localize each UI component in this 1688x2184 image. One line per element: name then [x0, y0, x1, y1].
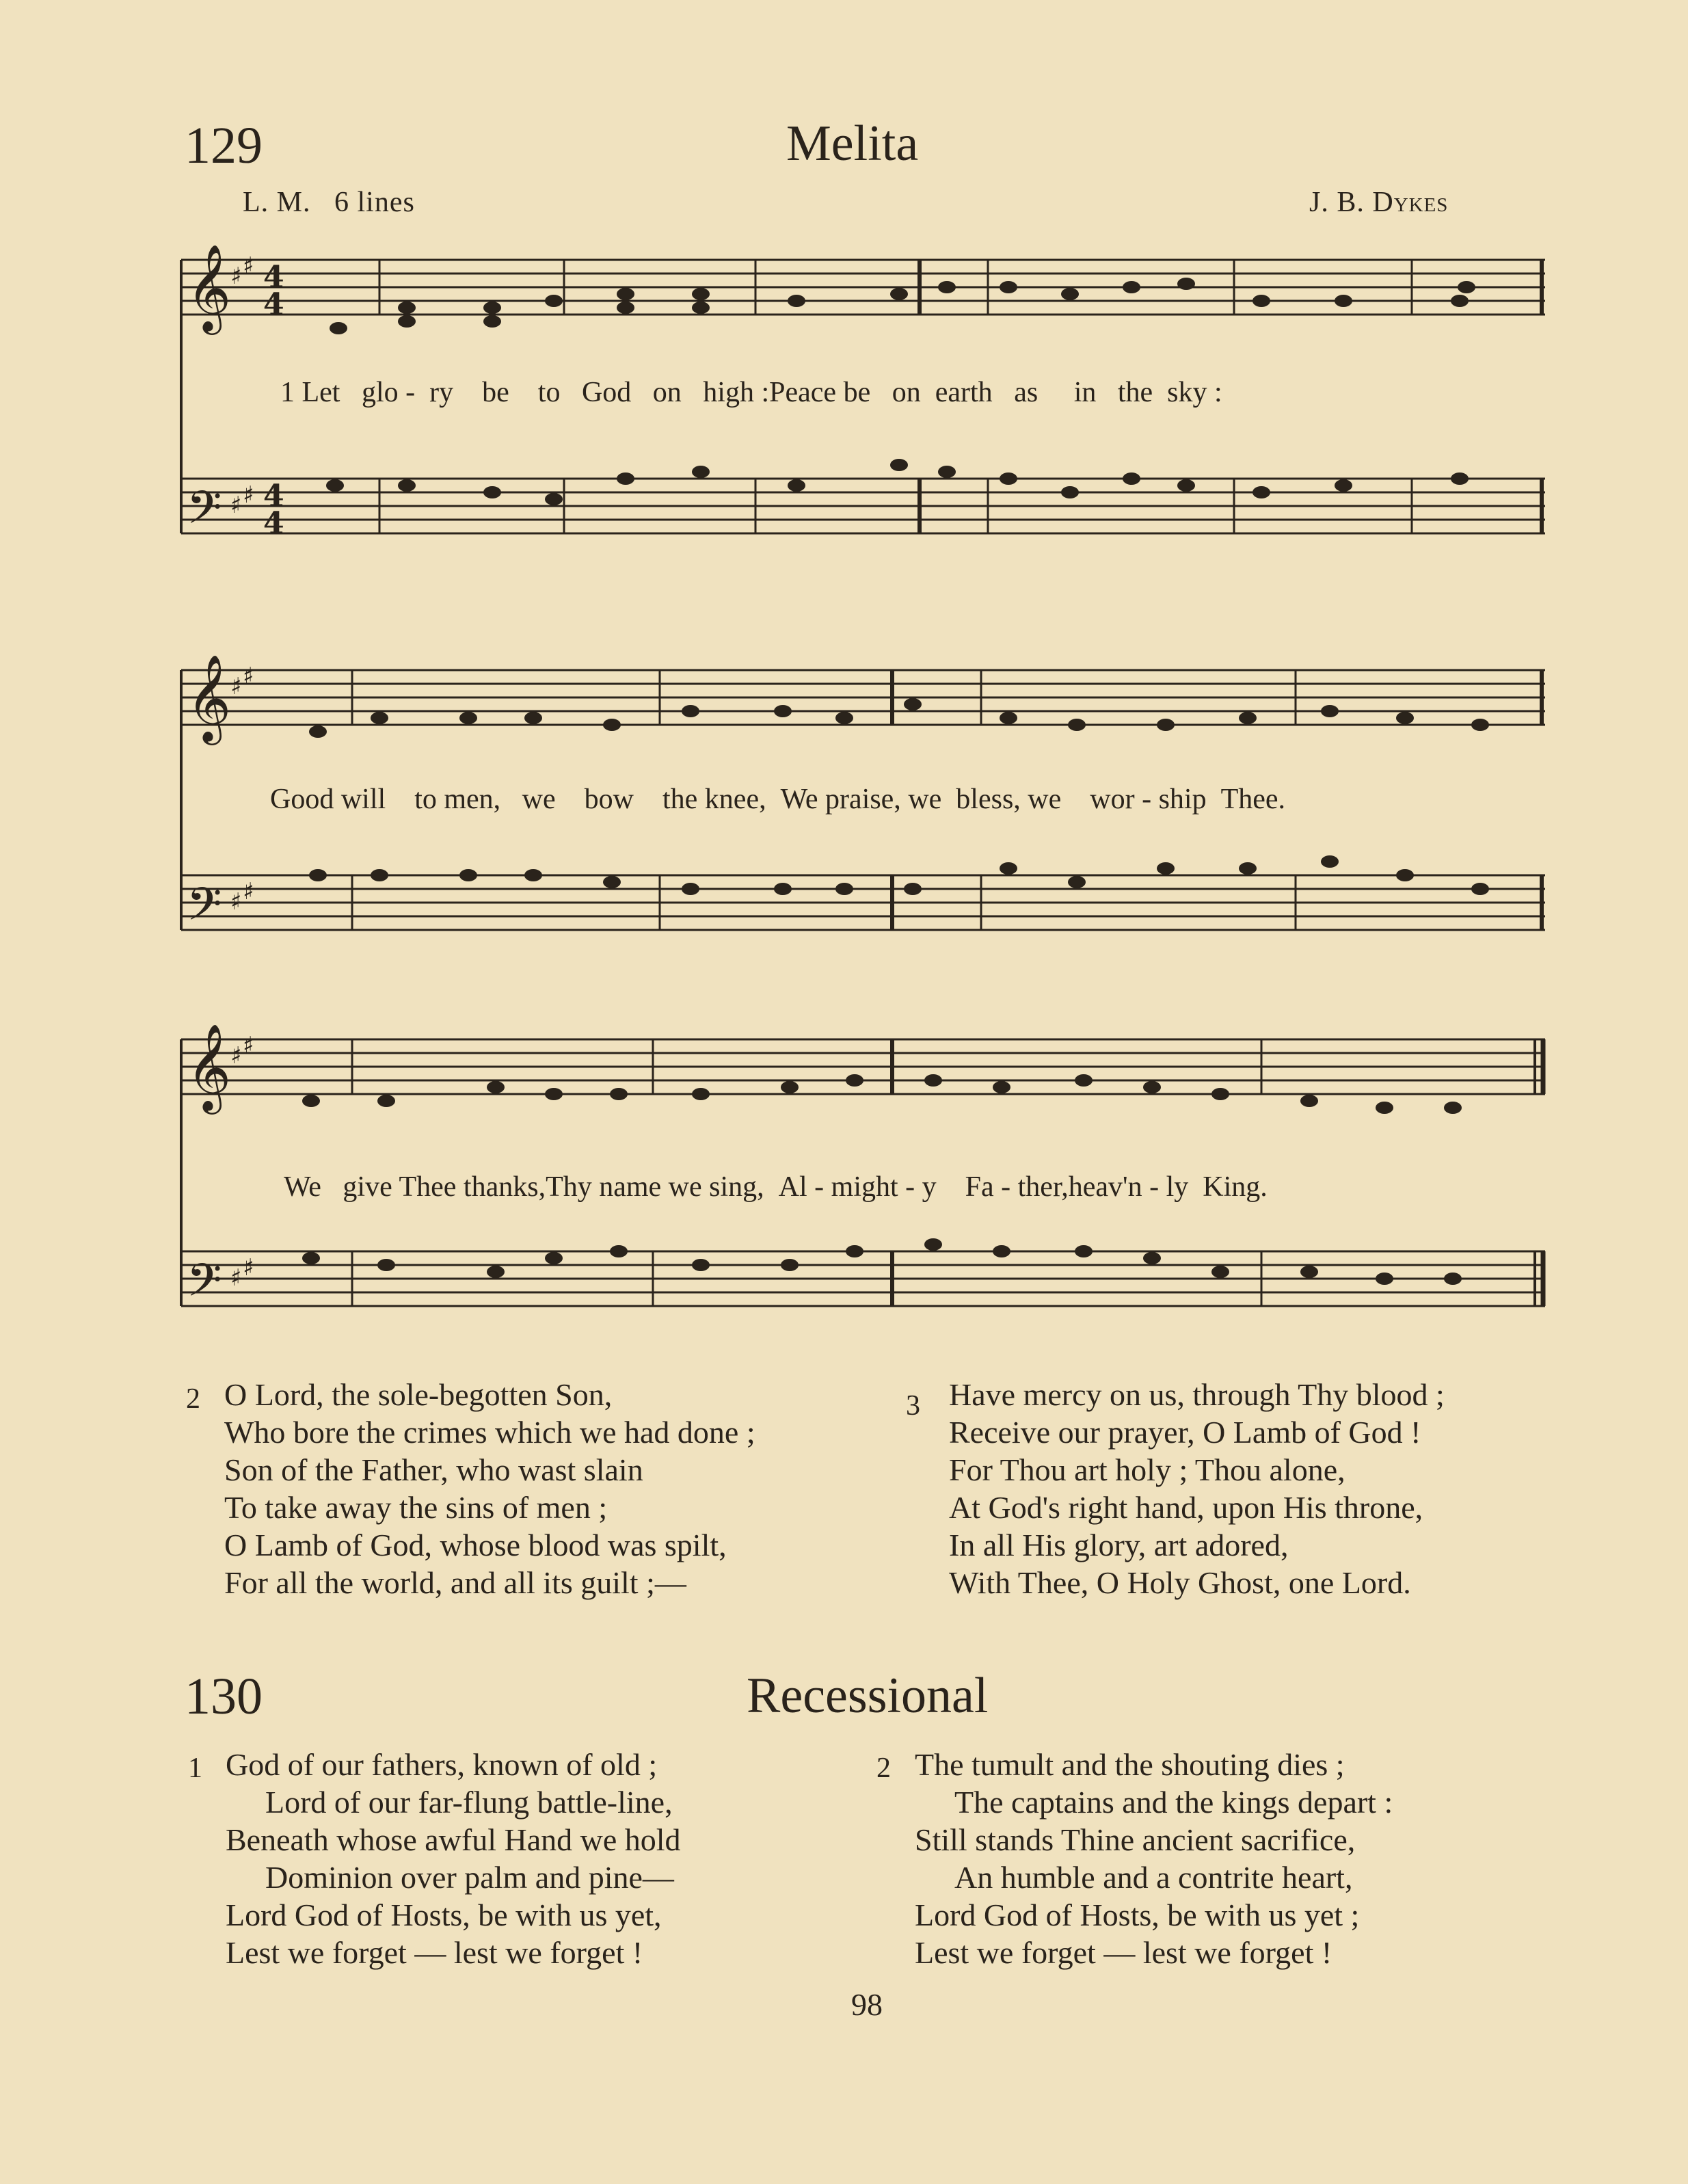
svg-text:♯: ♯ — [243, 878, 254, 905]
svg-text:♯: ♯ — [230, 492, 242, 519]
bass-clef-icon: 𝄢 — [187, 481, 222, 545]
treble-clef-icon: 𝄞 — [187, 243, 232, 331]
verse-line: Still stands Thine ancient sacrifice, — [915, 1822, 1356, 1857]
lyrics-line-3: We give Thee thanks,Thy name we sing, Al - might - y Fa - ther,heav'n - ly King. — [284, 1171, 1268, 1203]
verse-line: The tumult and the shouting dies ; — [915, 1747, 1345, 1782]
svg-text:♯: ♯ — [230, 673, 242, 700]
lyrics-line-2: Good will to men, we bow the knee, We praise, we bless, we wor - ship Thee. — [270, 784, 1286, 815]
staff-svg-2 — [181, 656, 1545, 978]
hymn-title: Recessional — [747, 1668, 989, 1724]
verse-line: God of our fathers, known of old ; — [226, 1747, 658, 1782]
svg-text:♯: ♯ — [230, 1042, 242, 1069]
svg-text:4: 4 — [263, 479, 284, 514]
verse-line: For all the world, and all its guilt ;— — [224, 1565, 686, 1600]
hymn130-verse-2 — [915, 1746, 1393, 1971]
svg-text:♯: ♯ — [243, 1032, 254, 1059]
meter: L. M. 6 lines — [243, 187, 415, 218]
music-system-2 — [181, 656, 1545, 981]
verse-line: In all His glory, art adored, — [949, 1528, 1289, 1562]
verse-line: Lord of our far-flung battle-line, — [265, 1785, 673, 1820]
verse-line: Dominion over palm and pine— — [265, 1860, 674, 1895]
svg-text:♯: ♯ — [243, 252, 254, 280]
svg-text:4: 4 — [263, 260, 284, 295]
verse-line: To take away the sins of men ; — [224, 1490, 608, 1525]
svg-text:𝄢: 𝄢 — [187, 1254, 222, 1318]
hymn-number: 129 — [185, 117, 263, 174]
hymn-number: 130 — [185, 1668, 263, 1725]
verse-line: With Thee, O Holy Ghost, one Lord. — [949, 1565, 1411, 1600]
svg-text:𝄞: 𝄞 — [187, 1023, 232, 1110]
svg-text:4: 4 — [263, 506, 284, 541]
hymn130-verse-1 — [226, 1746, 681, 1971]
svg-text:♯: ♯ — [243, 663, 254, 690]
svg-text:♯: ♯ — [243, 481, 254, 509]
page-number: 98 — [851, 1987, 883, 2022]
verse-number: 2 — [186, 1383, 200, 1415]
hymn129-verse-2 — [224, 1376, 755, 1601]
verse-number: 2 — [876, 1753, 891, 1784]
verse-number: 3 — [906, 1390, 920, 1422]
verse-line: Receive our prayer, O Lamb of God ! — [949, 1415, 1421, 1450]
svg-text:𝄢: 𝄢 — [187, 878, 222, 942]
hymn-title: Melita — [786, 116, 919, 172]
verse-line: For Thou art holy ; Thou alone, — [949, 1452, 1345, 1487]
verse-line: Have mercy on us, through Thy blood ; — [949, 1377, 1445, 1412]
verse-line: Who bore the crimes which we had done ; — [224, 1415, 755, 1450]
verse-line: Son of the Father, who wast slain — [224, 1452, 643, 1487]
verse-number: 1 — [188, 1753, 202, 1784]
svg-text:♯: ♯ — [230, 263, 242, 290]
hymn129-verse-3 — [949, 1376, 1445, 1601]
verse-line: Lest we forget — lest we forget ! — [915, 1935, 1332, 1970]
verse-line: O Lord, the sole-begotten Son, — [224, 1377, 613, 1412]
svg-text:♯: ♯ — [230, 888, 242, 916]
svg-text:♯: ♯ — [243, 1254, 254, 1281]
verse-line: Lest we forget — lest we forget ! — [226, 1935, 643, 1970]
verse-line: O Lamb of God, whose blood was spilt, — [224, 1528, 727, 1562]
composer: J. B. Dykes — [1309, 187, 1449, 218]
lyrics-line-1: 1 Let glo - ry be to God on high :Peace be on earth as in the sky : — [280, 377, 1222, 408]
verse-line: The captains and the kings depart : — [954, 1785, 1393, 1820]
music-system-1 — [181, 243, 1545, 591]
verse-line: Lord God of Hosts, be with us yet, — [226, 1897, 662, 1932]
svg-text:4: 4 — [263, 287, 284, 322]
svg-text:♯: ♯ — [230, 1264, 242, 1292]
verse-line: Beneath whose awful Hand we hold — [226, 1822, 681, 1857]
verse-line: At God's right hand, upon His throne, — [949, 1490, 1423, 1525]
staff-svg-1 — [181, 243, 1545, 588]
svg-text:𝄞: 𝄞 — [187, 654, 232, 741]
verse-line: An humble and a contrite heart, — [954, 1860, 1353, 1895]
verse-line: Lord God of Hosts, be with us yet ; — [915, 1897, 1360, 1932]
